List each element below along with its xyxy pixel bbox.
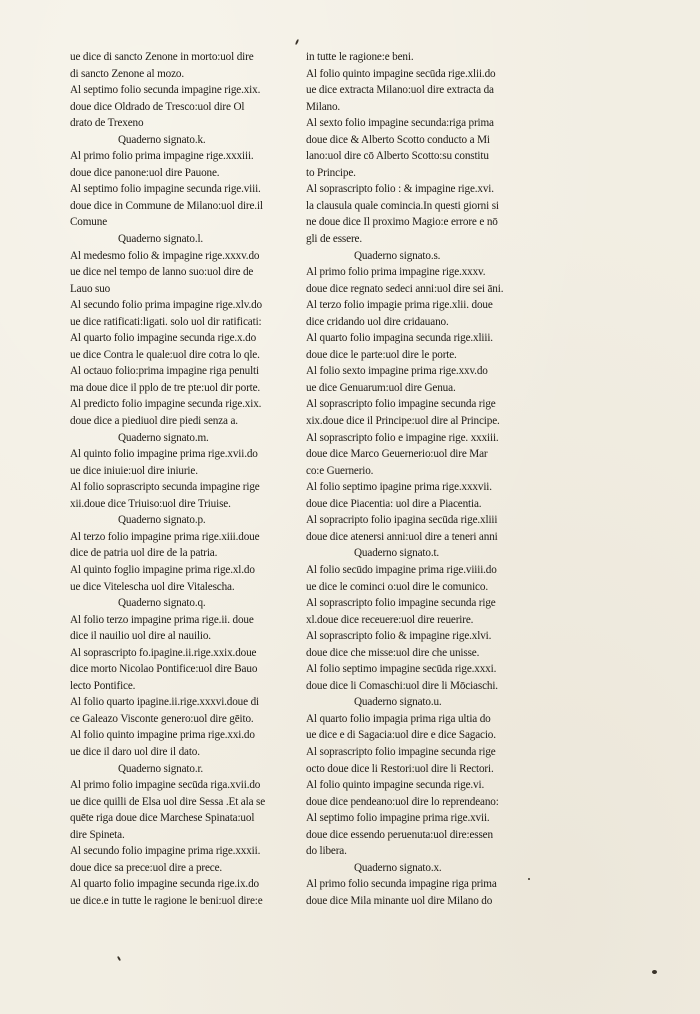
text-line: Al folio terzo impagine prima rige.ii. doue [70, 613, 254, 626]
text-line: Al septimo folio impagine prima rige.xvii. [306, 812, 490, 825]
text-line: ue dice Contra le quale:uol dire cotra lo qle. [70, 348, 260, 361]
text-line: Al quarto folio impagia prima riga ultia do [306, 712, 491, 725]
section-heading: Quaderno signato.m. [118, 431, 209, 444]
text-line: Al primo folio prima impagine rige.xxxiii. [70, 150, 254, 163]
text-line: Al folio quinto impagine secunda rige.vi. [306, 779, 485, 792]
text-line: Al septimo folio impagine secunda rige.viii. [70, 183, 261, 196]
text-line: dire Spineta. [70, 828, 125, 841]
text-line: Al quarto folio impagina secunda rige.xliii. [306, 332, 493, 345]
text-line: doue dice li Comaschi:uol dire li Mōciaschi. [306, 679, 498, 692]
text-line: ue dice Genuarum:uol dire Genua. [306, 381, 456, 394]
text-line: doue dice panone:uol dire Pauone. [70, 166, 220, 179]
text-line: Al soprascripto folio & impagine rige.xlvi. [306, 630, 492, 643]
text-line: ma doue dice il pplo de tre pte:uol dir porte. [70, 381, 261, 394]
text-line: quēte riga doue dice Marchese Spinata:uol [70, 812, 255, 825]
text-line: lecto Pontifice. [70, 679, 136, 692]
text-line: Milano. [306, 100, 341, 113]
text-line: Lauo suo [70, 282, 111, 295]
text-line: doue dice a piediuol dire piedi senza a. [70, 415, 238, 428]
text-line: Al primo folio secunda impagine riga prima [306, 878, 497, 891]
section-heading: Quaderno signato.s. [354, 249, 441, 262]
text-line: gli de essere. [306, 233, 362, 246]
text-line: dice de patria uol dire de la patria. [70, 547, 218, 560]
text-line: xii.doue dice Triuiso:uol dire Triuise. [70, 497, 231, 510]
text-line: co:e Guernerio. [306, 464, 374, 477]
text-line: Al medesmo folio & impagine rige.xxxv.do [70, 249, 260, 262]
text-line: Comune [70, 216, 108, 229]
text-line: Al soprascripto folio impagine secunda rige [306, 398, 496, 411]
text-line: ue dice extracta Milano:uol dire extracta da [306, 84, 494, 97]
text-line: doue dice le parte:uol dire le porte. [306, 348, 457, 361]
text-line: di sancto Zenone al mozo. [70, 67, 184, 80]
text-line: Al quarto folio impagine secunda rige.x.do [70, 332, 257, 345]
left-text-column [70, 49, 295, 909]
text-line: Al octauo folio:prima impagine riga penulti [70, 365, 259, 378]
ink-speck [295, 39, 299, 45]
section-heading: Quaderno signato.l. [118, 233, 204, 246]
section-heading: Quaderno signato.k. [118, 133, 206, 146]
ink-speck [652, 970, 657, 974]
text-line: Al folio quinto impagine secūda rige.xlii.do [306, 67, 496, 80]
text-line: xix.doue dice il Principe:uol dire al Principe. [306, 415, 500, 428]
text-line: doue dice Piacentia: uol dire a Piacentia. [306, 497, 482, 510]
text-line: Al quinto folio impagine prima rige.xvii.do [70, 448, 258, 461]
section-heading: Quaderno signato.p. [118, 514, 206, 527]
text-line: octo doue dice li Restori:uol dire li Rectori. [306, 762, 494, 775]
text-line: ue dice le cominci o:uol dire le comunico. [306, 580, 488, 593]
text-line: Al soprascripto folio impagine secunda rige [306, 597, 496, 610]
text-line: Al soprascripto folio e impagine rige. xxxiii. [306, 431, 499, 444]
text-line: ue dice iniuie:uol dire iniurie. [70, 464, 198, 477]
text-line: Al terzo folio impagie prima rige.xlii. doue [306, 299, 493, 312]
text-line: Al terzo folio impagine prima rige.xiii.doue [70, 530, 260, 543]
text-line: ue dice il daro uol dire il dato. [70, 745, 200, 758]
text-line: doue dice che misse:uol dire che unisse. [306, 646, 480, 659]
text-line: Al quinto foglio impagine prima rige.xl.do [70, 563, 255, 576]
text-line: Al secundo folio prima impagine rige.xlv.do [70, 299, 262, 312]
text-line: Al septimo folio secunda impagine rige.xix. [70, 84, 261, 97]
text-line: Al quarto folio impagine secunda rige.ix.do [70, 878, 259, 891]
text-line: Al soprascripto folio : & impagine rige.xvi. [306, 183, 494, 196]
text-line: drato de Trexeno [70, 117, 144, 130]
text-line: Al folio quinto impagine prima rige.xxi.do [70, 729, 255, 742]
text-line: Al soprascripto fo.ipagine.ii.rige.xxix.doue [70, 646, 257, 659]
text-line: la clausula quale comincia.In questi giorni si [306, 199, 499, 212]
text-line: Al sopracripto folio ipagina secūda rige.xliii [306, 514, 498, 527]
text-line: doue dice Mila minante uol dire Milano do [306, 894, 493, 907]
text-line: ue dice Vitelescha uol dire Vitalescha. [70, 580, 235, 593]
text-line: ce Galeazo Visconte genero:uol dire gēito. [70, 712, 254, 725]
ink-speck [528, 878, 530, 880]
text-line: Al soprascripto folio impagine secunda rige [306, 745, 496, 758]
text-line: ne doue dice Il proximo Magio:e errore e nō [306, 216, 498, 229]
text-line: doue dice regnato sedeci anni:uol dire sei āni. [306, 282, 504, 295]
text-line: Al folio secūdo impagine prima rige.viiii.do [306, 563, 497, 576]
right-text-column [306, 49, 528, 909]
text-line: to Principe. [306, 166, 356, 179]
text-line: Al folio sexto impagine prima rige.xxv.do [306, 365, 488, 378]
text-line: Al folio quarto ipagine.ii.rige.xxxvi.doue di [70, 696, 259, 709]
text-line: doue dice & Alberto Scotto conducto a Mi [306, 133, 490, 146]
text-line: Al primo folio prima impagine rige.xxxv. [306, 266, 486, 279]
ink-speck [117, 956, 121, 961]
section-heading: Quaderno signato.x. [354, 861, 442, 874]
text-line: doue dice pendeano:uol dire lo reprendeano: [306, 795, 499, 808]
text-line: do libera. [306, 845, 347, 858]
text-line: ue dice quilli de Elsa uol dire Sessa .Et ala se [70, 795, 266, 808]
section-heading: Quaderno signato.q. [118, 597, 206, 610]
text-line: Al folio septimo ipagine prima rige.xxxvii. [306, 481, 492, 494]
text-line: ue dice.e in tutte le ragione le beni:uol dire:e [70, 894, 263, 907]
text-line: dice cridando uol dire cridauano. [306, 315, 449, 328]
text-line: Al folio septimo impagine secūda rige.xxxi. [306, 663, 497, 676]
text-line: Al primo folio impagine secūda riga.xvii.do [70, 779, 261, 792]
text-line: ue dice nel tempo de lanno suo:uol dire de [70, 266, 254, 279]
text-line: ue dice ratificati:ligati. solo uol dir ratificati: [70, 315, 262, 328]
text-line: doue dice Marco Geuernerio:uol dire Mar [306, 448, 488, 461]
text-line: Al sexto folio impagine secunda:riga prima [306, 117, 494, 130]
text-line: doue dice sa prece:uol dire a prece. [70, 861, 223, 874]
text-line: xl.doue dice receuere:uol dire reuerire. [306, 613, 474, 626]
text-line: doue dice essendo peruenuta:uol dire:essen [306, 828, 493, 841]
text-line: dice il nauilio uol dire al nauilio. [70, 630, 211, 643]
text-line: Al folio soprascripto secunda impagine rige [70, 481, 260, 494]
text-line: doue dice atenersi anni:uol dire a teneri anni [306, 530, 498, 543]
text-line: in tutte le ragione:e beni. [306, 51, 414, 63]
text-line: dice morto Nicolao Pontifice:uol dire Bauo [70, 663, 258, 676]
section-heading: Quaderno signato.t. [354, 547, 440, 560]
text-line: Al secundo folio impagine prima rige.xxxii. [70, 845, 261, 858]
text-line: ue dice e di Sagacia:uol dire e dice Sagacio. [306, 729, 496, 742]
text-line: doue dice Oldrado de Tresco:uol dire Ol [70, 100, 245, 113]
section-heading: Quaderno signato.u. [354, 696, 442, 709]
text-line: doue dice in Commune de Milano:uol dire.il [70, 199, 263, 212]
text-line: ue dice di sancto Zenone in morto:uol dire [70, 51, 254, 63]
text-line: lano:uol dire cō Alberto Scotto:su constitu [306, 150, 489, 163]
section-heading: Quaderno signato.r. [118, 762, 204, 775]
text-line: Al predicto folio impagine secunda rige.xix. [70, 398, 262, 411]
